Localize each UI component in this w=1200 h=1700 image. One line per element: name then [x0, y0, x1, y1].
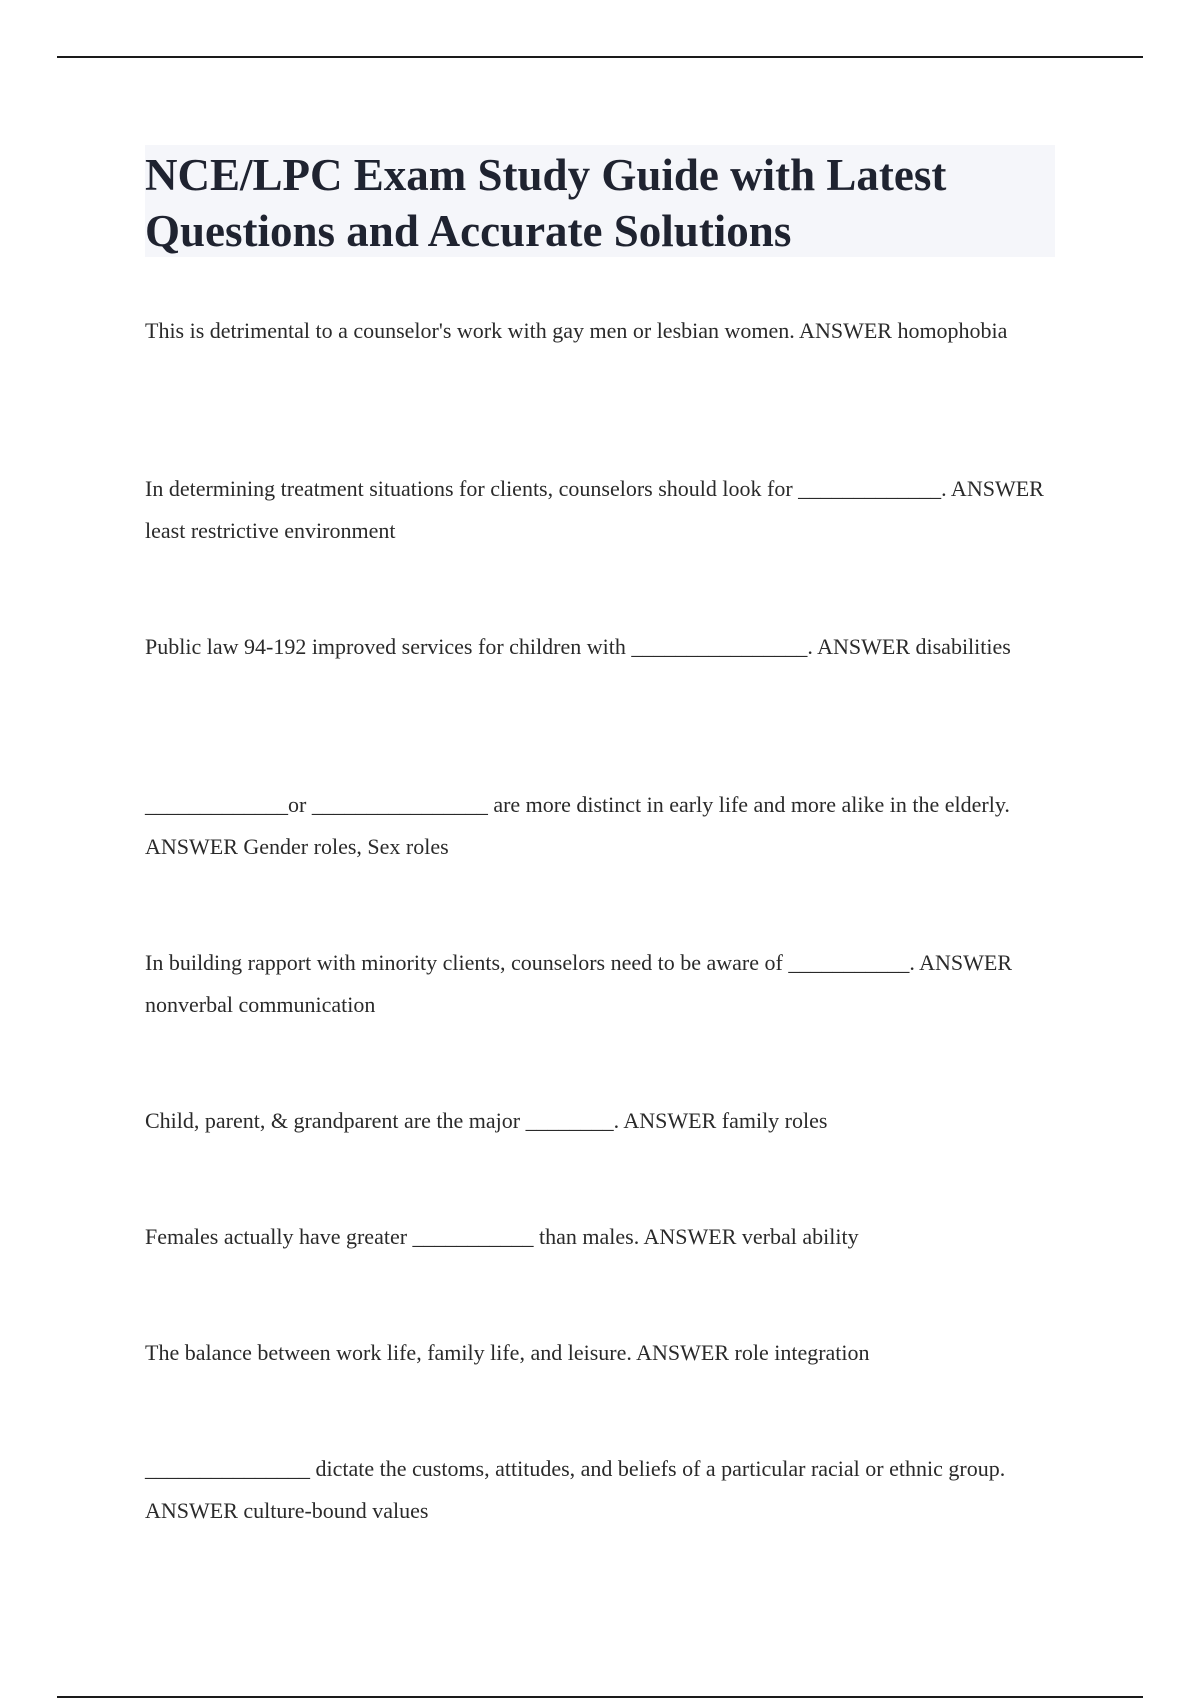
- top-divider: [57, 56, 1143, 58]
- document-title: NCE/LPC Exam Study Guide with Latest Questions and Accurate Solutions: [145, 150, 947, 256]
- question-answer-5: In building rapport with minority clients, counselors need to be aware of ___________. ANSWER nonverbal communication: [145, 950, 1013, 1017]
- question-answer-7: Females actually have greater ___________ than males. ANSWER verbal ability: [145, 1224, 859, 1249]
- question-answer-4: _____________or ________________ are more distinct in early life and more alike in the elderly. ANSWER Gender roles, Sex roles: [145, 792, 1010, 859]
- question-answer-2: In determining treatment situations for clients, counselors should look for _____________. ANSWER least restrictive environment: [145, 476, 1044, 543]
- question-answer-8: The balance between work life, family life, and leisure. ANSWER role integration: [145, 1340, 870, 1365]
- bottom-divider: [57, 1696, 1143, 1698]
- question-answer-6: Child, parent, & grandparent are the major ________. ANSWER family roles: [145, 1108, 828, 1133]
- question-answer-9: _______________ dictate the customs, attitudes, and beliefs of a particular racial or ethnic group. ANSWER culture-bound values: [145, 1456, 1006, 1523]
- question-answer-3: Public law 94-192 improved services for children with ________________. ANSWER disabilities: [145, 634, 1011, 659]
- question-answer-1: This is detrimental to a counselor's work with gay men or lesbian women. ANSWER homophobia: [145, 318, 1008, 343]
- title-banner: [145, 145, 1055, 257]
